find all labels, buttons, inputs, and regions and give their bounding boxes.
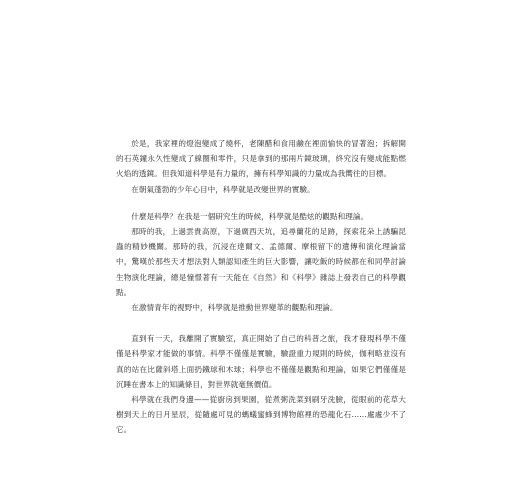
- paragraph-7: 科學就在我們身邊——從廚房到果園，從煮粥洗菜到刷牙洗臉，從眼前的花草大樹到天上的日月星辰，從隨處可見的螞蟻蜜蜂到博物館裡的恐龍化石……處處少不了它。: [116, 395, 406, 435]
- paragraph-4: 那時的我，上過雲貴高原，下過廣西天坑，追尋蘭花的足跡，探索花朵上誘騙昆蟲的精妙機關。那時的我，沉浸在達爾文、孟德爾、摩根留下的遺傳和演化理論當中，驚嘆於那些天才想法對人類認知產生的巨大影響，讓吃飯的時候都在和同學討論生物演化理論，總是憧憬著有一天能在《自然》和《科學》雜誌上發表自己的科學觀點。: [116, 227, 406, 297]
- section-gap: [116, 197, 406, 209]
- paragraph-2: 在朝氣蓬勃的少年心目中，科學就是改變世界的實驗。: [131, 184, 315, 194]
- paragraph-5: 在激情青年的視野中，科學就是推動世界變革的觀點和理論。: [131, 303, 338, 313]
- paragraph-6: 直到有一天，我離開了實驗室，真正開始了自己的科普之旅，我才發現科學不僅僅是科學家才能做的事情。科學不僅僅是實驗，驗證重力規則的時候，伽利略並沒有真的站在比薩斜塔上面扔鐵球和木球；科學也不僅僅是觀點和理論，如果它們僅僅是沉睡在書本上的知識條目，對世界就毫無價值。: [116, 334, 406, 389]
- section-gap: [116, 315, 406, 331]
- paragraph-1: 於是，我家裡的燈泡變成了燒杯，老陳醋和食用鹼在裡面愉快的冒著泡；拆解開的石英鐘永久性變成了線圈和零件，只是拿到的那兩片鏡玻璃，終究沒有變成能點燃火焰的透鏡。但我知道科學是有力量的，擁有科學知識的力量成為我嚮往的目標。: [116, 139, 406, 179]
- body-text: [116, 136, 406, 438]
- paragraph-3: 什麼是科學？在我是一個研究生的時候，科學就是酷炫的觀點和理論。: [131, 211, 369, 221]
